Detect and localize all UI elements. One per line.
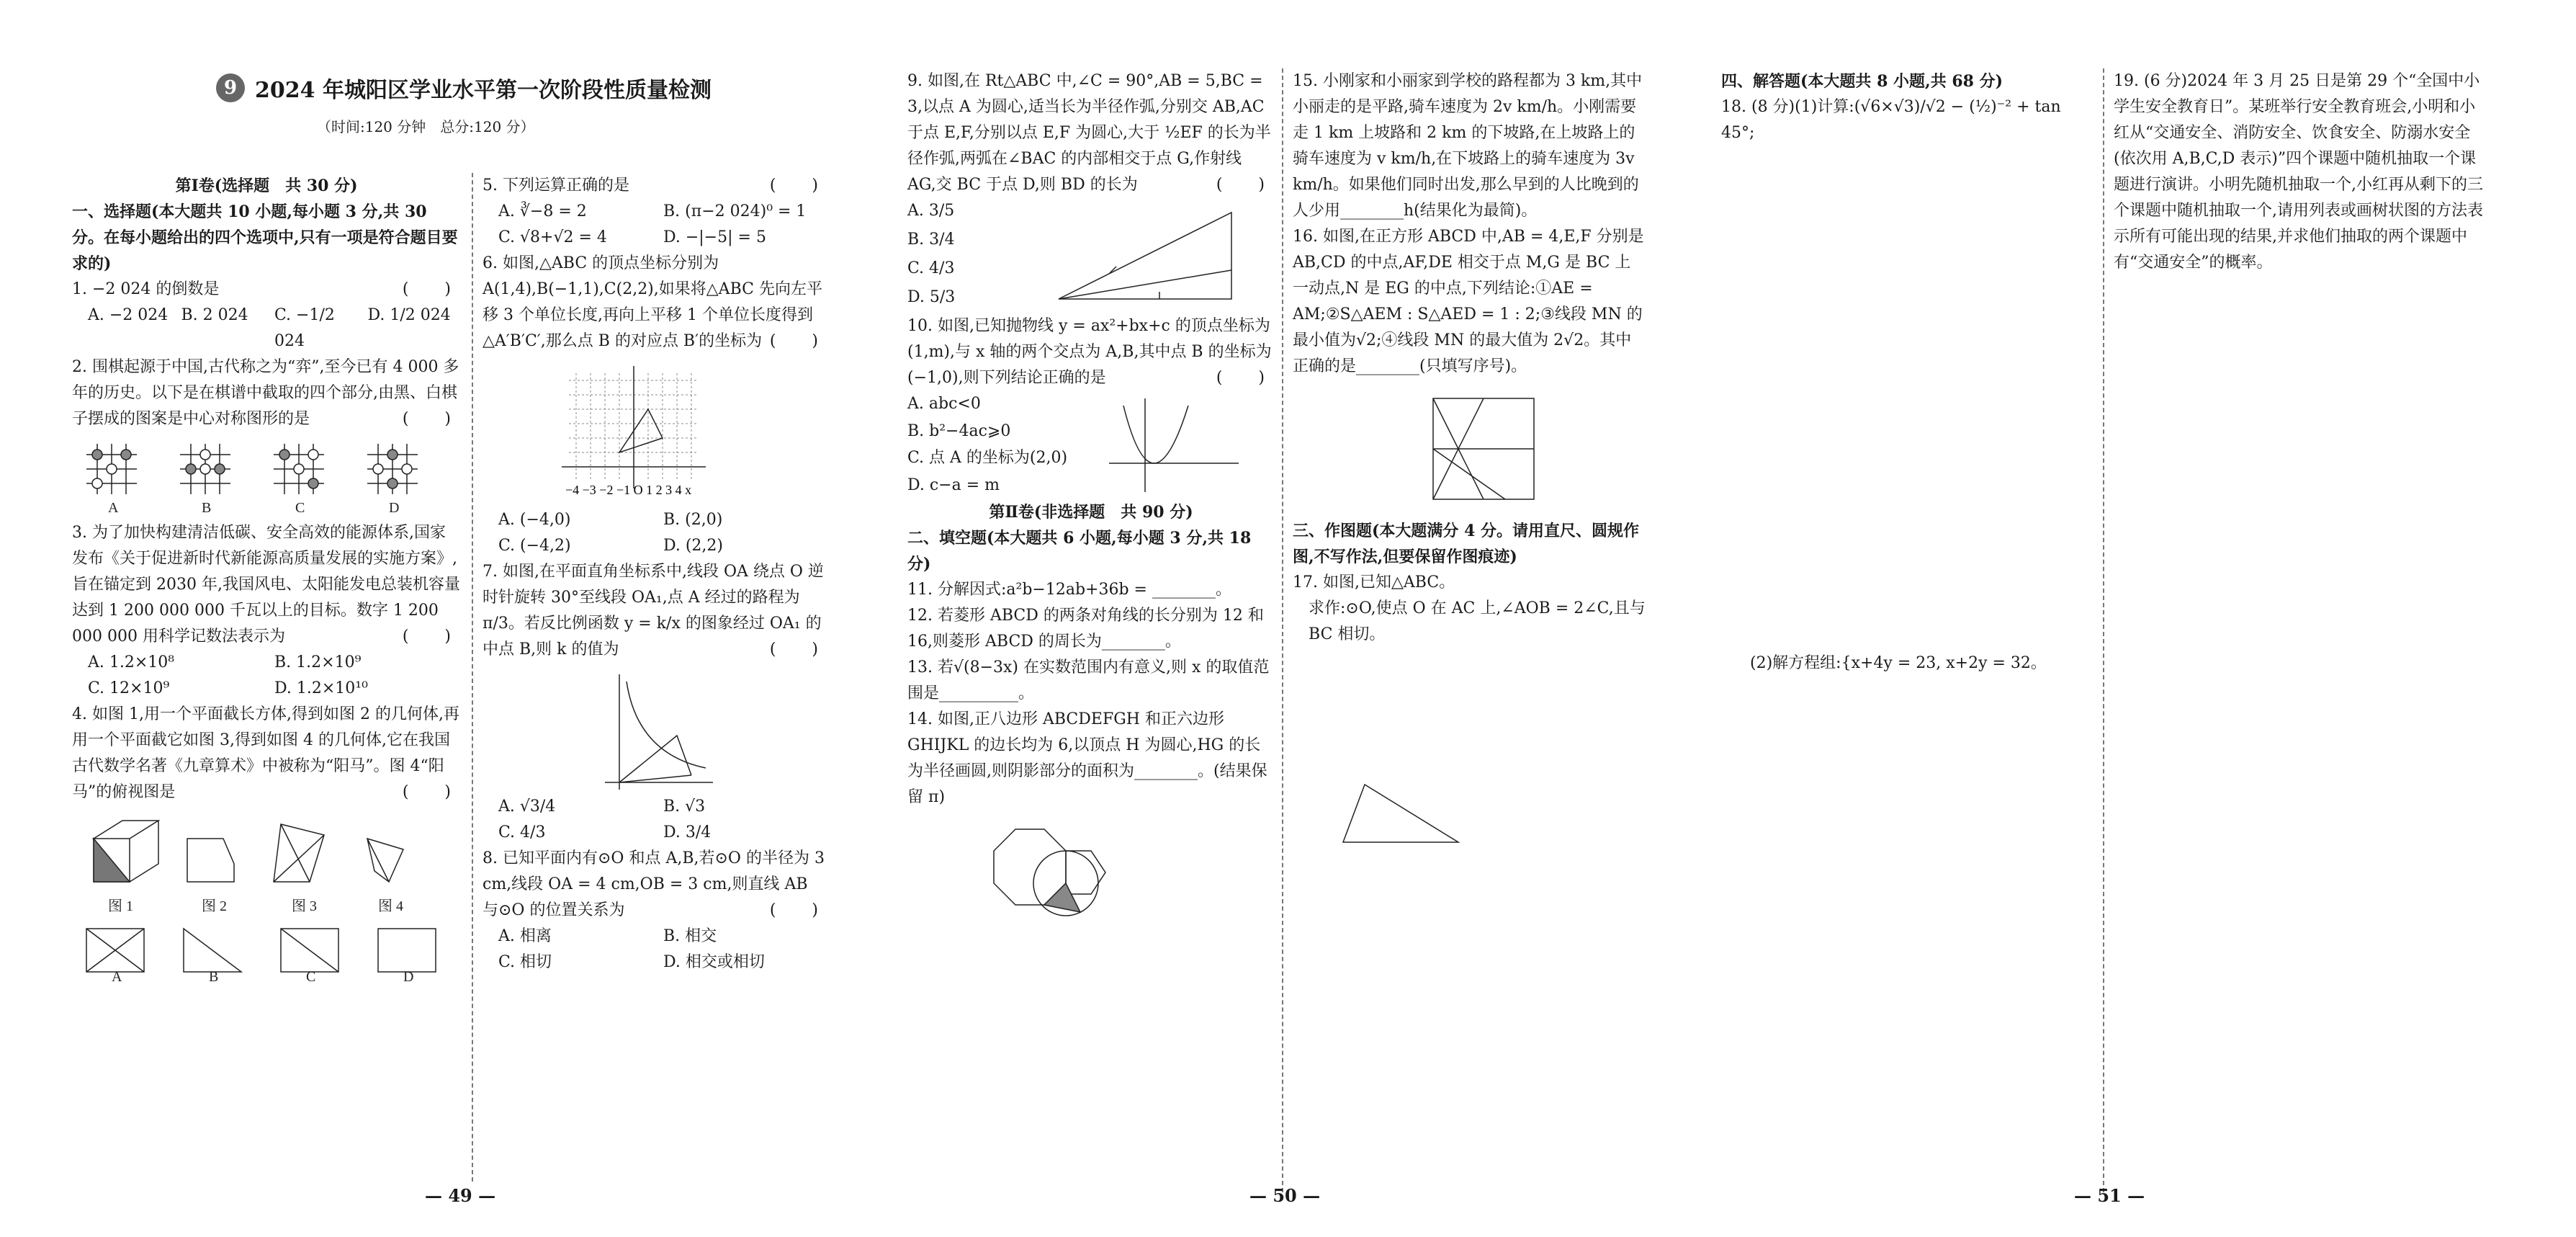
- q6-option-d: D. (2,2): [663, 537, 723, 555]
- column-divider-1: [472, 173, 473, 1182]
- column-5: [1721, 68, 2096, 676]
- q4-fig2-caption: 图 2: [202, 898, 227, 914]
- column-divider-3: [2103, 68, 2104, 1192]
- q17-stem: 17. 如图,已知△ABC。: [1293, 573, 1455, 591]
- q18-part2: (2)解方程组:{x+4y = 23, x+2y = 32。: [1750, 654, 2047, 672]
- exam-subtitle: （时间:120 分钟 总分:120 分）: [317, 118, 535, 135]
- q1-option-b: B. 2 024: [181, 306, 248, 324]
- exam-title: [216, 72, 712, 104]
- section-1-instructions: 一、选择题(本大题共 10 小题,每小题 3 分,共 30 分。在每小题给出的四个选项中,只有一项是符合题目要求的): [72, 202, 458, 273]
- q4-fig3-caption: 图 3: [292, 898, 317, 914]
- q17-task: 求作:⊙O,使点 O 在 AC 上,∠AOB = 2∠C,且与 BC 相切。: [1309, 599, 1646, 643]
- q10-stem: 10. 如图,已知抛物线 y = ax²+bx+c 的顶点坐标为(1,m),与 x 轴的两个交点为 A,B,其中点 B 的坐标为(−1,0),则下列结论正确的是 ( ): [907, 317, 1275, 387]
- q10-option-d: D. c−a = m: [907, 475, 1000, 494]
- q16-stem: 16. 如图,在正方形 ABCD 中,AB = 4,E,F 分别是 AB,CD 的中点,AF,DE 相交于点 M,G 是 BC 上一动点,N 是 EG 的中点,下列结论:①AE = AM;②S△AEM : S△AED = 1 : 2;③线段 MN 的最小值为√2;④线段 MN 的最大值为 2√2。其中正确的是________(只填写序号)。: [1293, 228, 1644, 375]
- q1-options: [72, 303, 461, 354]
- q4-stem: 4. 如图 1,用一个平面截长方体,得到如图 2 的几何体,再用一个平面截它如图 3,得到如图 4 的几何体,它在我国古代数学名著《九章算术》中被称为“阳马”。图 4“阳马”的俯视图是 ( ): [72, 705, 461, 801]
- column-3: [907, 68, 1275, 934]
- q18-part1: 18. (8 分)(1)计算:(√6×√3)/√2 − (½)⁻² + tan 45°;: [1721, 98, 2061, 142]
- q14-polygon-figure: [907, 815, 1275, 930]
- page-number-51: — 51 —: [2074, 1185, 2145, 1206]
- q8-option-d: D. 相交或相切: [663, 953, 765, 971]
- column-4: [1293, 68, 1646, 890]
- q7-option-a: A. √3/4: [498, 798, 556, 816]
- q11-stem: 11. 分解因式:a²b−12ab+36b = ________。: [907, 581, 1231, 599]
- q2-label-a: A: [108, 500, 119, 516]
- q4-label-d: D: [403, 969, 414, 983]
- q3-option-c: C. 12×10⁹: [88, 679, 170, 697]
- q9-option-d: D. 5/3: [907, 288, 956, 306]
- q4-label-a: A: [112, 969, 122, 983]
- q2-label-c: C: [295, 500, 305, 516]
- section-3-instructions: 三、作图题(本大题满分 4 分。请用直尺、圆规作图,不写作法,但要保留作图痕迹): [1293, 522, 1640, 566]
- q15-stem: 15. 小刚家和小丽家到学校的路程都为 3 km,其中小丽走的是平路,骑车速度为 2v km/h。小刚需要走 1 km 上坡路和 2 km 的下坡路,在上坡路上的骑车速度为 v km/h,在下坡路上的骑车速度为 3v km/h。如果他们同时出发,那么早到的人比晚到的人少用________h(结果化为最简)。: [1293, 72, 1643, 220]
- q5-option-c: C. √8+√2 = 4: [498, 228, 607, 246]
- q13-stem: 13. 若√(8−3x) 在实数范围内有意义,则 x 的取值范围是__________。: [907, 658, 1270, 702]
- q7-option-d: D. 3/4: [663, 823, 712, 841]
- column-1: [72, 173, 461, 987]
- column-2: [483, 173, 828, 975]
- q1-option-d: D. 1/2 024: [367, 306, 451, 324]
- exam-number-badge: 9: [216, 73, 245, 102]
- q5-stem: 5. 下列运算正确的是 ( ): [483, 177, 828, 195]
- q5-option-b: B. (π−2 024)⁰ = 1: [663, 202, 807, 220]
- q7-option-c: C. 4/3: [498, 823, 546, 841]
- q4-label-c: C: [306, 969, 316, 983]
- page-number-49: — 49 —: [425, 1185, 496, 1206]
- q9-options: [907, 198, 1015, 313]
- q8-stem: 8. 已知平面内有⊙O 和点 A,B,若⊙O 的半径为 3 cm,线段 OA = 4 cm,OB = 3 cm,则直线 AB 与⊙O 的位置关系为 ( ): [483, 849, 828, 919]
- q3-option-b: B. 1.2×10⁹: [274, 653, 362, 671]
- q8-option-b: B. 相交: [663, 927, 717, 945]
- q1-option-a: A. −2 024: [88, 306, 169, 324]
- page-number-50: — 50 —: [1249, 1185, 1321, 1206]
- q14-stem: 14. 如图,正八边形 ABCDEFGH 和正六边形 GHIJKL 的边长均为 6,以顶点 H 为圆心,HG 的长为半径画圆,则阴影部分的面积为________。(结果保留 π): [907, 710, 1267, 806]
- part2-heading: 第Ⅱ卷(非选择题 共 90 分): [989, 503, 1193, 522]
- q4-fig1-caption: 图 1: [108, 898, 133, 914]
- column-divider-2: [1282, 68, 1283, 1192]
- q12-stem: 12. 若菱形 ABCD 的两条对角线的长分别为 12 和 16,则菱形 ABCD 的周长为________。: [907, 607, 1264, 651]
- q10-option-c: C. 点 A 的坐标为(2,0): [907, 449, 1068, 467]
- q10-parabola-figure: [1095, 391, 1267, 499]
- q19-stem: 19. (6 分)2024 年 3 月 25 日是第 29 个“全国中小学生安全教育日”。某班举行安全教育班会,小明和小红从“交通安全、消防安全、饮食安全、防溺水安全(依次用 A,B,C,D 表示)”四个课题中随机抽取一个课题进行演讲。小明先随机抽取一个,小红再从剩下的三个课题中随机抽取一个,请用列表或画树状图的方法表示所有可能出现的结果,并求他们抽取的两个课题中有“交通安全”的概率。: [2114, 72, 2483, 272]
- q8-options: [483, 924, 828, 975]
- q1-option-c: C. −1/2 024: [274, 306, 335, 350]
- q3-stem: 3. 为了加快构建清洁低碳、安全高效的能源体系,国家发布《关于促进新时代新能源高质量发展的实施方案》,旨在锚定到 2030 年,我国风电、太阳能发电总装机容量达到 1 200 000 000 千瓦以上的目标。数字 1 200 000 000 用科学记数法表示为 ( ): [72, 524, 461, 646]
- section-2-instructions: 二、填空题(本大题共 6 小题,每小题 3 分,共 18 分): [907, 529, 1252, 573]
- q9-stem: 9. 如图,在 Rt△ABC 中,∠C = 90°,AB = 5,BC = 3,以点 A 为圆心,适当长为半径作弧,分别交 AB,AC 于点 E,F,分别以点 E,F 为圆心,大于 ½EF 的长为半径作弧,两弧在∠BAC 的内部相交于点 G,作射线 AG,交 BC 于点 D,则 BD 的长为 ( ): [907, 72, 1275, 194]
- q1-stem: 1. −2 024 的倒数是 ( ): [72, 280, 461, 298]
- q9-triangle-figure: [1015, 198, 1260, 313]
- q6-option-c: C. (−4,2): [498, 537, 571, 555]
- column-6: [2114, 68, 2488, 276]
- exam-title-text: 2024 年城阳区学业水平第一次阶段性质量检测: [255, 78, 712, 103]
- q16-square-figure: [1293, 384, 1646, 514]
- q9-option-a: A. 3/5: [907, 202, 955, 220]
- q3-option-a: A. 1.2×10⁸: [88, 653, 175, 671]
- q2-go-board-figures: [72, 437, 461, 516]
- q2-label-b: B: [202, 500, 212, 516]
- q17-triangle-figure: [1293, 741, 1646, 885]
- q9-option-b: B. 3/4: [907, 231, 955, 249]
- q6-option-a: A. (−4,0): [498, 511, 571, 529]
- q2-label-d: D: [389, 500, 400, 516]
- q2-stem: 2. 围棋起源于中国,古代称之为“弈”,至今已有 4 000 多年的历史。以下是在棋谱中截取的四个部分,由黑、白棋子摆成的图案是中心对称图形的是 ( ): [72, 358, 461, 428]
- q10-option-b: B. b²−4ac⩾0: [907, 421, 1011, 440]
- q8-option-c: C. 相切: [498, 953, 552, 971]
- section-4-instructions: 四、解答题(本大题共 8 小题,共 68 分): [1721, 72, 2003, 91]
- q10-options: [907, 391, 1095, 499]
- q4-yangma-figures: [72, 810, 461, 983]
- q6-option-b: B. (2,0): [663, 511, 723, 529]
- q7-option-b: B. √3: [663, 798, 706, 816]
- q7-options: [483, 794, 828, 846]
- q10-option-a: A. abc<0: [907, 395, 981, 413]
- q3-options: [72, 650, 461, 702]
- q5-options: [483, 199, 828, 251]
- q7-stem: 7. 如图,在平面直角坐标系中,线段 OA 绕点 O 逆时针旋转 30°至线段 OA₁,点 A 经过的路程为 π/3。若反比例函数 y = k/x 的图象经过 OA₁ 的中点 B,则 k 的值为 ( ): [483, 563, 828, 658]
- q4-fig4-caption: 图 4: [378, 898, 403, 914]
- q6-axis-labels: −4 −3 −2 −1 O 1 2 3 4 x: [565, 483, 692, 497]
- q3-option-d: D. 1.2×10¹⁰: [274, 679, 368, 697]
- q7-hyperbola-figure: [483, 667, 828, 790]
- q6-stem: 6. 如图,△ABC 的顶点坐标分别为 A(1,4),B(−1,1),C(2,2),如果将△ABC 先向左平移 3 个单位长度,再向上平移 1 个单位长度得到△A′B′C′,那么点 B 的对应点 B′的坐标为 ( ): [483, 254, 828, 350]
- q8-option-a: A. 相离: [498, 927, 552, 945]
- q6-coordinate-figure: [483, 359, 828, 503]
- q6-options: [483, 507, 828, 559]
- q9-option-c: C. 4/3: [907, 259, 955, 277]
- q5-option-d: D. −|−5| = 5: [663, 228, 766, 246]
- q4-label-b: B: [209, 969, 219, 983]
- part1-heading: 第Ⅰ卷(选择题 共 30 分): [175, 177, 358, 195]
- q5-option-a: A. ∛−8 = 2: [498, 202, 587, 220]
